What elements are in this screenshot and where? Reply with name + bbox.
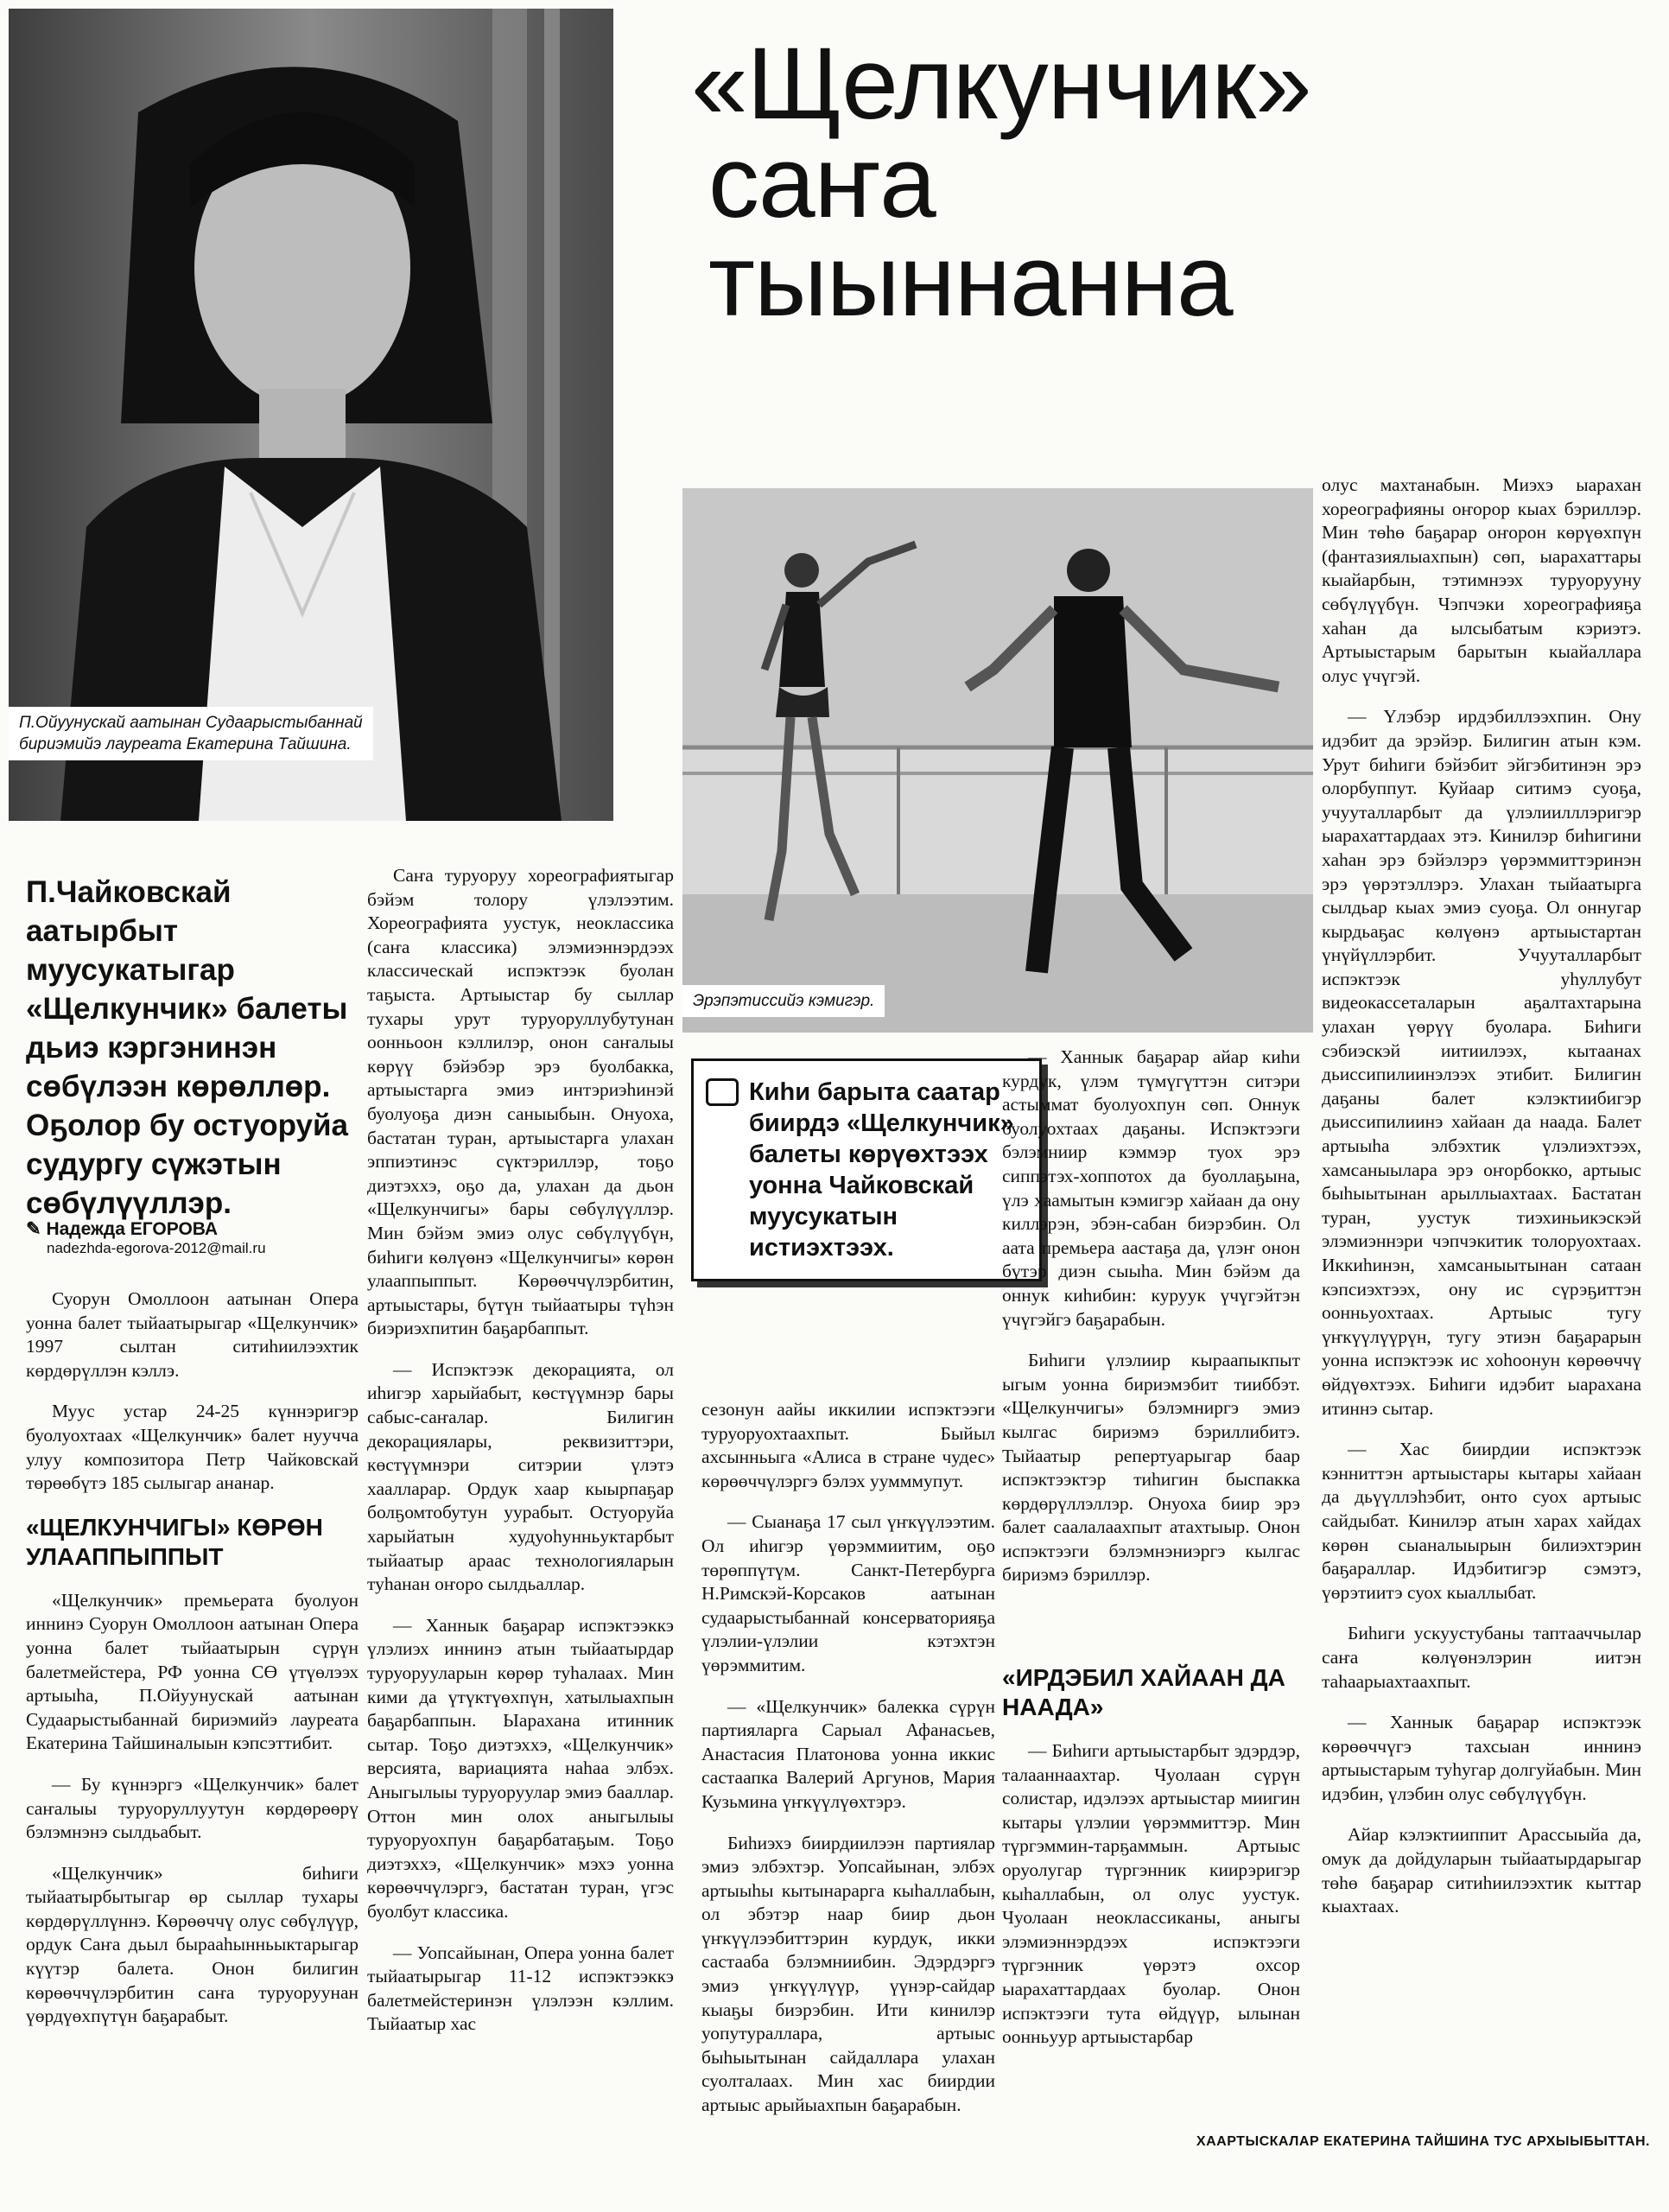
byline bbox=[26, 1218, 363, 1257]
paragraph: Биһиэхэ биирдиилээн партиялар эмиэ элбэхтэр. Уопсайынан, элбэх артыыһы кытынарарга кыһаллабын, ол эбэтэр наар биир дьон үҥкүүлээбиттэрин курдук, икки састааба бэлэмниибин. Эдэрдэргэ эмиэ үҥкүүлүүр, үүнэр-сайдар кыаҕы биэрэбин. Ити кинилэр уопутураллара, артыыс быһыытынан сайдаллара улахан суолталаах. Мин хас биирдии артыыс арыйыахпын баҕарабын. bbox=[701, 1832, 995, 2116]
paragraph: — Испэктээк декорацията, ол иһигэр харыйабыт, көстүүмнэр бары сабыс-саҥалар. Билигин декорациялары, реквизиттэри, көстүүмнэри ситэрии үлэтэ хаалларар. Ордук хаар кыырпаҕар болҕомтобутун уурабыт. Остуоруйа харыйатын худуоһунньуктарбыт тыйаатыр араас технологияларын туһанан оҥоро сылдьаллар. bbox=[367, 1358, 674, 1595]
author-name: Надежда ЕГОРОВА bbox=[46, 1219, 219, 1239]
rehearsal-caption: Эрэпэтиссийэ кэмигэр. bbox=[682, 985, 885, 1017]
headline bbox=[691, 27, 1659, 338]
subheading-2: «ИРДЭБИЛ ХАЙААН ДА НААДА» bbox=[1002, 1664, 1285, 1720]
lead-paragraph: П.Чайковскай аатырбыт муусукатыгар «Щелкунчик» балеты дьиэ кэргэнинэн сөбүлээн көрөллөр. Оҕолор бу остуоруйа судургу сүжэтын сөбүлүүллэр. bbox=[26, 875, 349, 1220]
photo-credit: ХААРТЫСКАЛАР ЕКАТЕРИНА ТАЙШИНА ТУС АРХЫЫБЫТТАН. bbox=[1196, 2134, 1650, 2149]
author-email[interactable]: nadezhda-egorova-2012@mail.ru bbox=[47, 1240, 266, 1256]
pen-icon: ✎ bbox=[26, 1219, 47, 1239]
rehearsal-photo bbox=[682, 488, 1313, 1033]
pull-quote bbox=[691, 1058, 1042, 1281]
portrait-caption-line2: бириэмийэ лауреата Екатерина Тайшина. bbox=[19, 735, 352, 753]
paragraph: «Щелкунчик» премьерата буолуон иннинэ Суорун Омоллоон аатынан Опера уонна балет тыйаатырын сүрүн балетмейстера, РФ уонна СӨ үтүөлээх артыыһа, П.Ойуунускай аатынан Судаарыстыбаннай бириэмийэ лауреата Екатерина Тайшиналыын кэпсэттибит. bbox=[26, 1589, 359, 1754]
paragraph: Биһиги ускуустубаны таптааччылар саҥа көлүөнэлэрин иитэн таһаарыахтаахпыт. bbox=[1322, 1623, 1641, 1692]
article-column-1 bbox=[26, 1287, 359, 2186]
paragraph: сезонун аайы иккилии испэктээги туруоруохтаахпыт. Быйыл ахсынньыга «Алиса в стране чудес» көрөөччүлэргэ бэлэх уумммупут. bbox=[701, 1399, 995, 1491]
headline-line-1: «Щелкунчик» bbox=[691, 27, 1311, 141]
headline-line-3: тыыннанна bbox=[708, 224, 1233, 338]
portrait-caption-line1: П.Ойуунускай аатынан Судаарыстыбаннай bbox=[19, 714, 363, 732]
paragraph: — Сыанаҕа 17 сыл үҥкүүлээтим. Ол иһигэр үөрэммиитим, оҕо төрөппүтүм. Санкт-Петербурга Н.Римскэй-Корсаков аатынан судаарыстыбаннай консерваторияҕа үлэлии-үлэлии кэтэхтэн үөрэммитим. bbox=[701, 1511, 995, 1675]
paragraph: — Ханнык баҕарар испэктээк көрөөччүгэ тахсыан иннинэ артыыстарым туһугар долгуйабын. Мин идэбин, үлэбин олус сөбүлүүбүн. bbox=[1322, 1712, 1641, 1804]
paragraph: — «Щелкунчик» балекка сүрүн партияларга Сарыал Афанасьев, Анастасия Платонова уонна иккис састаапка Валерий Аргунов, Мария Кузьмина үҥкүүлүөхтэрэ. bbox=[701, 1695, 995, 1812]
paragraph: Муус устар 24-25 күннэригэр буолуохтаах «Щелкунчик» балет нуучча улуу композитора Петр Чайковскай төрөөбүтэ 185 сылыгар ананар. bbox=[26, 1401, 359, 1494]
paragraph: — Ханнык баҕарар айар киһи курдук, үлэм түмүгүттэн ситэри астыммат буолуохпун сөп. Оннук буолуохтаах даҕаны. Испэктээги бэлэмниир кэммэр туох эрэ сиппэтэх-хоппотох да буоллаҕына, үлэ хаамытын кэмигэр хайаан да ону киллэрэн, эбэн-сабан биэрэбин. Ол аата премьера аастаҕа да, үлэҥ онон бүтэр диэн сыыһа. Мин бэйэм да оннук киһибин: куруук үчүгэйтэн үчүгэйгэ баҕарабын. bbox=[1002, 1046, 1300, 1330]
rehearsal-illustration bbox=[682, 488, 1313, 1033]
paragraph: Саҥа туруоруу хореографиятыгар бэйэм толору үлэлээтим. Хореографията уустук, неоклассика (саҥа классика) элэмиэннэрдээх классическай испэктээк буолан таҕыста. Артыыстар бу сыллар тухары урут туруоруллубутунан оонньоон кэллилэр, онон саҥалыы көрүү бэйэбэр эрэ буолбакка, артыыстарга эмиэ интэриэһинэй буолуоҕа диэн саныыбын. Онуоха, бастатан туран, артыыстарга улахан эппиэтинэс сүктэриллэр, тоҕо диэтэххэ, оҕо да, улахан да дьон «Щелкунчигы» бары сөбүлүүллэр. Мин бэйэм эмиэ олус сөбүлүүбүн, биһиги көлүөнэ «Щелкунчигы» көрөн улааппыппыт. Көрөөччүлэрбитин, артыыстары, бүтүн тыйаатыры түһэн биэриэхпитин баҕарбаппыт. bbox=[367, 865, 674, 1339]
paragraph: Суорун Омоллоон аатынан Опера уонна балет тыйаатырыгар «Щелкунчик» 1997 сылтан ситиһиилээхтик көрдөрүллэн кэллэ. bbox=[26, 1288, 359, 1381]
paragraph: — Бу күннэргэ «Щелкунчик» балет саҥалыы туруоруллуутун көрдөрөөрү бэлэмнэнэ сылдьабыт. bbox=[26, 1773, 359, 1843]
portrait-photo bbox=[9, 9, 613, 821]
article-column-2 bbox=[367, 864, 674, 2186]
article-column-4 bbox=[1002, 1046, 1300, 1650]
portrait-caption bbox=[9, 707, 373, 760]
article-column-5 bbox=[1322, 474, 1641, 2107]
pull-quote-text: Киһи барыта саатар биирдэ «Щелкунчик» балеты көрүөхтээх уонна Чайковскай муусукатын истиэхтээх. bbox=[749, 1078, 1014, 1262]
headline-line-2: саҥа bbox=[708, 125, 936, 239]
paragraph: Айар кэлэктииппит Арассыыйа да, омук да дойдуларын тыйаатырдарыгар төһө баҕарар ситиһиилээхтик кыттар кыахтаах. bbox=[1322, 1824, 1641, 1917]
paragraph: олус махтанабын. Миэхэ ыарахан хореографияны оҥорор кыах бэриллэр. Мин төһө баҕарар оҥорон көрүөхпүн (фантазиялыахпын) сөп, ыарахаттары кыайарбын, тэтимнээх туруорууну сөбүлүүбүн. Чэпчэки хореографияҕа хаһан да ылсыбатым кэриэтэ. Артыыстарым барытын кыайаллара олус үчүгэй. bbox=[1322, 474, 1641, 686]
paragraph: «Щелкунчик» биһиги тыйаатырбытыгар өр сыллар тухары көрдөрүллүннэ. Көрөөччү олус сөбүлүүр, ордук Саҥа дьыл бырааһынньыктарыгар күүтэр балета. Онон билигин көрөөччүлэрбитин саҥа туруоруунан үөрдүөхпүтүн баҕарабыт. bbox=[26, 1862, 359, 2027]
subheading-1: «ЩЕЛКУНЧИГЫ» КӨРӨН УЛААППЫППЫТ bbox=[26, 1513, 323, 1570]
paragraph: — Уопсайынан, Опера уонна балет тыйаатырыгар 11-12 испэктээккэ балетмейстеринэн үлэлээн кэллим. Тыйаатыр хас bbox=[367, 1942, 674, 2035]
article-column-3 bbox=[701, 1398, 995, 2176]
paragraph: Биһиги үлэлиир кыраапыкпыт ыгым уонна бириэмэбит тииббэт. «Щелкунчигы» бэлэмниргэ эмиэ кылгас бириэмэ бэриллибитэ. Тыйаатыр репертуарыгар баар испэктээктэр тиһигин быспакка көрдөрүллэллэр. Онуоха биир эрэ балет саалалаахпыт атахтыыр. Онон испэктээги бэлэмнэниэргэ кылгас бириэмэ бэриллэр. bbox=[1002, 1350, 1300, 1586]
paragraph: — Ханнык баҕарар испэктээккэ үлэлиэх иннинэ атын тыйаатырдар туруорууларын көрөр туһалаах. Мин кими да үтүктүөхпүн, хатылыахпын баҕарбаппын. Ыарахана итинник сытар. Тоҕо диэтэххэ, «Щелкунчик» версията, вариацията наһаа элбэх. Аныгылыы туруоруулар эмиэ бааллар. Оттон мин олох аныгылыы туруоруохпун баҕарбатаҕым. Тоҕо диэтэххэ, «Щелкунчик» мэхэ уонна көрөөччүлэргэ, бастатан туран, үгэс буолбут классика. bbox=[367, 1614, 674, 1922]
paragraph: — Биһиги артыыстарбыт эдэрдэр, талааннаахтар. Чуолаан сүрүн солистар, идэлээх артыыстар миигин кытары үлэлии үөрэммиттэр. Мин түргэммин-тарҕаммын. Артыыс оруолугар түргэнник киирэригэр кыһаллабын, ол олус уустук. Чуолаан неоклассиканы, аныгы элэмиэннэрдээх испэктээги түргэнник үөрэтэ охсор ыарахаттардаах буолар. Онон испэктээги тута өйдүүр, ылынан оонньуур артыыстарбар bbox=[1002, 1740, 1300, 2048]
speech-bubble-icon bbox=[706, 1078, 739, 1106]
article-column-4-lower bbox=[1002, 1663, 1300, 2182]
paragraph: — Хас биирдии испэктээк кэнниттэн артыыстары кытары хайаан да дьүүллэһэбит, онто суох артыыс сайдыбат. Кинилэр атын харах хайдах көрөн сыаналыырын билиэхтэрин баҕараллар. Идэбитигэр сэмэтэ, үөрэтиитэ суох кыаллыбат. bbox=[1322, 1439, 1641, 1603]
portrait-illustration bbox=[9, 9, 613, 821]
paragraph: — Үлэбэр ирдэбиллээхпин. Ону идэбит да эрэйэр. Билигин атын кэм. Урут биһиги бэйэбит эйгэбитинэн эрэ олорбуппут. Куйаар ситимэ суоҕа, учууталларбыт да үлэлиилллэригэр ыарахаттардаах этэ. Кинилэр биһигини хаһан эрэ бэйэлэрэ үөрэммиттэринэн эрэ үөрэтэллэрэ. Улахан тыйаатырга сылдьар кыах эмиэ суоҕа. Ол оннугар кырдьаҕас көлүөнэ артыыстартан үнүйүллэрбит. Учууталларбыт испэктээк уһуллубут видеокассеталарын аҕалтахтарына улахан үөрүү буолара. Биһиги сэбиэскэй иитиилээх, кытаанах дьиссипилиинэлээх этибит. Билигин даҕаны балет кэлэктиибигэр дьиссипилиинэ хайаан да наада. Балет артыыһа элбэхтик үлэлиэхтээх, хамсаныылара эрэ оҥорбокко, артыыс быһыытынан арыллыахтаах. Бастатан туран, уустук тиэхиньикэскэй элэмиэннэри чэпчэкитик толоруохтаах. Иккиһинэн, хамсаныытынан сатаан кэпсиэхтээх, ону ис сүрэҕиттэн оонньуохтаах. Артыыс тугу үҥкүүлүүрүн, тугу этиэн баҕарарын уонна испэктээк ис хоһоонун көрөөччү өйдүөхтээх. Биһиги идэбит ыарахана итиннэ сытар. bbox=[1322, 706, 1641, 1419]
